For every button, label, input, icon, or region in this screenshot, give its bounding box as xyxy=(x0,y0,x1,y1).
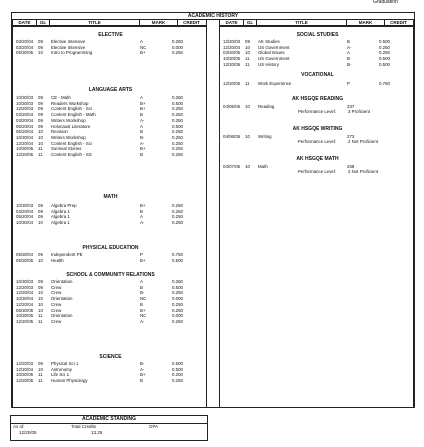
course-date: 10/30/04 xyxy=(16,220,34,226)
section-heading: ELECTIVE xyxy=(98,32,123,38)
course-gl: 10 xyxy=(245,44,250,50)
course-mark: A- xyxy=(347,44,352,50)
course-title: CE - Math xyxy=(51,95,71,100)
performance-level-value: 2 Not Proficient xyxy=(348,139,379,144)
section-heading: AK HSGQE WRITING xyxy=(292,126,343,132)
header-title: TITLE xyxy=(257,20,347,25)
header-mark: MARK xyxy=(140,20,178,25)
course-credit: 0.250 xyxy=(172,214,183,220)
course-credit: 0.250 xyxy=(172,146,183,152)
course-title: Survival Stories xyxy=(51,146,82,152)
section-heading: AK HSGQE MATH xyxy=(296,156,339,162)
left-course-column xyxy=(12,26,207,408)
course-mark: P xyxy=(347,81,350,86)
course-gl: 10 xyxy=(38,366,43,372)
course-title: Crew xyxy=(51,284,62,290)
course-gl: 10 xyxy=(38,140,43,146)
course-mark: NC xyxy=(140,44,147,50)
course-date: 03/20/04 xyxy=(16,117,34,123)
course-gl: 09 xyxy=(38,279,43,284)
course-row xyxy=(223,39,411,44)
section-heading: VOCATIONAL xyxy=(301,72,334,78)
course-title: Crew xyxy=(51,307,62,313)
course-credit: 0.250 xyxy=(172,203,183,208)
course-credit: 0.250 xyxy=(172,307,183,313)
section-heading: AK HSGQE READING xyxy=(291,96,344,102)
course-row xyxy=(16,124,204,129)
section-heading: PHYSICAL EDUCATION xyxy=(82,245,139,251)
header-credit: CREDIT xyxy=(390,20,407,25)
course-title: Holocaust Literature xyxy=(51,123,91,129)
course-title: Elective Intensive xyxy=(51,44,86,50)
course-gl: 09 xyxy=(38,123,43,129)
course-title: Writers Workshop xyxy=(51,134,86,140)
course-credit: 0.250 xyxy=(172,372,183,378)
course-mark: B xyxy=(140,301,143,307)
course-title: Orientation xyxy=(51,296,73,302)
performance-level-label: Performance Level: xyxy=(298,139,337,144)
course-credit: 0.500 xyxy=(379,61,390,67)
course-row xyxy=(223,81,411,86)
course-date: 12/20/05 xyxy=(223,61,241,67)
course-mark: A xyxy=(140,39,143,44)
course-gl: 09 xyxy=(38,252,43,257)
course-date: 12/20/03 xyxy=(16,284,34,290)
course-credit: 0.500 xyxy=(379,39,390,44)
course-date: 12/20/04 xyxy=(16,301,34,307)
course-date: 10/30/05 xyxy=(16,372,34,378)
course-credit: 0.250 xyxy=(172,134,183,140)
course-credit: 0.250 xyxy=(172,117,183,123)
total-credits-label: Total Credits xyxy=(71,424,97,429)
course-row xyxy=(16,141,204,146)
course-date: 05/20/04 xyxy=(16,129,34,135)
course-row xyxy=(16,152,204,157)
course-title: Algebra 1 xyxy=(51,208,70,214)
course-row xyxy=(16,112,204,117)
course-gl: 11 xyxy=(38,372,43,378)
course-mark: NC xyxy=(140,313,147,319)
course-credit: 0.250 xyxy=(172,152,183,157)
course-title: Algebra 1 xyxy=(51,220,70,226)
course-mark: B+ xyxy=(140,50,146,56)
course-title: US History xyxy=(258,61,279,67)
course-credit: 0.250 xyxy=(172,378,183,384)
right-column-header xyxy=(219,19,414,26)
course-date: 03/20/04 xyxy=(16,39,34,44)
course-title: Orientation xyxy=(51,313,73,319)
course-row xyxy=(16,302,204,307)
performance-level-value: 3 Proficient xyxy=(348,109,370,114)
course-date: 05/30/05 xyxy=(16,307,34,313)
course-mark: B xyxy=(140,284,143,290)
course-title: Algebra 1 xyxy=(51,214,70,220)
course-row xyxy=(16,258,204,263)
course-credit: 0.500 xyxy=(172,361,183,366)
course-credit: 0.250 xyxy=(172,140,183,146)
test-gl: 10 xyxy=(245,104,250,109)
course-date: 05/20/04 xyxy=(16,214,34,220)
course-row xyxy=(16,308,204,313)
gpa-label: GPA xyxy=(149,424,159,429)
course-credit: 0.250 xyxy=(172,290,183,296)
test-title: Writing xyxy=(258,134,272,139)
course-row xyxy=(16,203,204,208)
as-of-label: As of: xyxy=(13,424,25,429)
course-row xyxy=(16,319,204,324)
course-gl: 11 xyxy=(245,56,250,62)
course-date: 12/20/05 xyxy=(223,81,241,86)
course-row xyxy=(16,285,204,290)
test-gl: 10 xyxy=(245,134,250,139)
course-row xyxy=(16,378,204,383)
course-credit: 0.250 xyxy=(172,301,183,307)
course-credit: 0.250 xyxy=(172,106,183,112)
course-title: Crew xyxy=(51,301,62,307)
course-mark: B+ xyxy=(140,100,146,106)
course-row xyxy=(223,56,411,61)
header-gl: GL xyxy=(244,20,257,25)
course-credit: 0.250 xyxy=(172,318,183,324)
course-gl: 09 xyxy=(38,112,43,118)
header-credit: CREDIT xyxy=(183,20,200,25)
course-gl: 11 xyxy=(38,318,43,324)
course-row xyxy=(16,279,204,284)
course-row xyxy=(16,95,204,100)
course-gl: 09 xyxy=(38,361,43,366)
course-date: 10/30/03 xyxy=(16,95,34,100)
header-date: DATE xyxy=(220,20,244,25)
course-title: Astronomy xyxy=(51,366,72,372)
course-row xyxy=(16,50,204,55)
course-credit: 0.500 xyxy=(172,257,183,263)
graduation-label: Graduation xyxy=(373,0,398,5)
course-credit: 0.250 xyxy=(172,129,183,135)
course-date: 03/20/04 xyxy=(16,208,34,214)
course-mark: B+ xyxy=(140,257,146,263)
course-date: 10/30/05 xyxy=(223,56,241,62)
course-date: 12/20/04 xyxy=(223,44,241,50)
course-mark: A- xyxy=(140,220,145,226)
academic-standing-box xyxy=(10,415,208,441)
course-title: Content English - Math xyxy=(51,112,96,118)
performance-level-label: Performance Level: xyxy=(298,169,337,174)
course-gl: 10 xyxy=(38,134,43,140)
course-date: 12/20/05 xyxy=(16,318,34,324)
performance-level-label: Performance Level: xyxy=(298,109,337,114)
course-mark: B xyxy=(140,112,143,118)
test-score: 258 xyxy=(347,164,355,169)
course-credit: 0.500 xyxy=(172,366,183,372)
course-gl: 09 xyxy=(38,203,43,208)
course-credit: 0.750 xyxy=(172,252,183,257)
course-title: Crew xyxy=(51,290,62,296)
course-gl: 09 xyxy=(38,100,43,106)
test-title: Math xyxy=(258,164,268,169)
course-mark: B+ xyxy=(140,106,146,112)
course-row xyxy=(16,290,204,295)
course-date: 12/20/04 xyxy=(16,366,34,372)
test-score: 273 xyxy=(347,134,355,139)
course-row xyxy=(16,129,204,134)
course-date: 12/20/03 xyxy=(16,361,34,366)
course-mark: A- xyxy=(140,318,145,324)
course-title: Crew xyxy=(51,318,62,324)
course-date: 12/20/04 xyxy=(16,290,34,296)
academic-history-title: ACADEMIC HISTORY xyxy=(12,13,414,20)
academic-standing-title: ACADEMIC STANDING xyxy=(11,416,207,424)
course-credit: 0.250 xyxy=(172,220,183,226)
course-title: US Government xyxy=(258,44,290,50)
course-credit: 0.000 xyxy=(172,313,183,319)
course-title: Content English - Sci xyxy=(51,106,92,112)
course-date: 10/30/03 xyxy=(16,279,34,284)
course-mark: A xyxy=(347,50,350,56)
course-date: 10/30/03 xyxy=(16,100,34,106)
course-credit: 0.250 xyxy=(172,112,183,118)
course-date: 03/20/04 xyxy=(16,112,34,118)
course-mark: B- xyxy=(140,361,145,366)
course-title: Readers Workshop xyxy=(51,100,89,106)
course-gl: 10 xyxy=(38,296,43,302)
course-mark: A xyxy=(140,123,143,129)
section-heading: SCIENCE xyxy=(99,354,122,360)
course-credit: 0.750 xyxy=(379,81,390,86)
course-gl: 09 xyxy=(38,284,43,290)
course-date: 10/30/05 xyxy=(16,313,34,319)
total-credits-value: 13.25 xyxy=(91,430,103,435)
course-mark: A xyxy=(140,279,143,284)
course-title: Revision xyxy=(51,129,68,135)
course-row xyxy=(16,296,204,301)
academic-history-box xyxy=(11,12,415,408)
course-credit: 0.250 xyxy=(172,208,183,214)
course-gl: 11 xyxy=(38,313,43,319)
course-row xyxy=(16,101,204,106)
course-row xyxy=(223,45,411,50)
course-gl: 09 xyxy=(38,208,43,214)
course-title: AK Studies xyxy=(258,39,280,44)
course-gl: 10 xyxy=(38,257,43,263)
course-row xyxy=(16,372,204,377)
course-mark: NC xyxy=(140,296,147,302)
course-title: Health xyxy=(51,257,64,263)
section-heading: SCHOOL & COMMUNITY RELATIONS xyxy=(66,272,155,278)
course-date: 10/30/05 xyxy=(16,146,34,152)
course-title: Content English - Sci xyxy=(51,140,92,146)
course-mark: A- xyxy=(140,366,145,372)
course-date: 12/20/03 xyxy=(16,106,34,112)
as-of-date: 12/20/05 xyxy=(19,430,37,435)
course-credit: 0.000 xyxy=(172,44,183,50)
course-date: 03/20/04 xyxy=(16,44,34,50)
section-heading: SOCIAL STUDIES xyxy=(296,32,339,38)
course-credit: 0.500 xyxy=(172,100,183,106)
course-mark: B+ xyxy=(140,372,146,378)
course-row xyxy=(16,361,204,366)
course-gl: 10 xyxy=(245,50,250,56)
course-mark: B xyxy=(140,129,143,135)
course-title: Work Experience xyxy=(258,81,292,86)
course-gl: 11 xyxy=(245,81,250,86)
course-credit: 0.250 xyxy=(172,95,183,100)
course-mark: B xyxy=(347,56,350,62)
course-gl: 10 xyxy=(38,307,43,313)
course-title: US Government xyxy=(258,56,290,62)
test-gl: 10 xyxy=(245,164,250,169)
header-gl: GL xyxy=(37,20,50,25)
course-date: 12/20/04 xyxy=(16,140,34,146)
performance-level-value: 2 Not Proficient xyxy=(348,169,379,174)
test-date: 04/06/05 xyxy=(223,134,241,139)
course-credit: 0.250 xyxy=(379,50,390,56)
course-mark: P xyxy=(140,252,143,257)
course-row xyxy=(16,313,204,318)
course-date: 05/30/05 xyxy=(16,257,34,263)
course-credit: 0.250 xyxy=(172,50,183,56)
course-gl: 10 xyxy=(38,129,43,135)
course-mark: B- xyxy=(140,134,145,140)
section-heading: LANGUAGE ARTS xyxy=(88,87,133,93)
course-gl: 09 xyxy=(38,39,43,44)
course-row xyxy=(16,135,204,140)
course-row xyxy=(16,118,204,123)
course-row xyxy=(16,39,204,44)
course-title: Intro to Programming xyxy=(51,50,93,56)
course-date: 12/20/05 xyxy=(16,152,34,157)
course-gl: 09 xyxy=(38,214,43,220)
course-credit: 0.000 xyxy=(172,296,183,302)
test-score: 337 xyxy=(347,104,355,109)
course-title: Physical Sci 1 xyxy=(51,361,79,366)
course-row xyxy=(223,50,411,55)
course-date: 03/20/05 xyxy=(223,50,241,56)
course-gl: 09 xyxy=(38,106,43,112)
course-title: Content English - SS xyxy=(51,152,92,157)
course-credit: 0.500 xyxy=(172,123,183,129)
course-mark: A- xyxy=(140,117,145,123)
course-title: Life Sci 1 xyxy=(51,372,70,378)
course-date: 05/30/04 xyxy=(16,252,34,257)
test-title: Reading xyxy=(258,104,275,109)
course-credit: 0.500 xyxy=(379,56,390,62)
header-date: DATE xyxy=(13,20,37,25)
course-row xyxy=(16,252,204,257)
section-heading: MATH xyxy=(103,194,118,200)
course-gl: 10 xyxy=(38,290,43,296)
course-date: 12/20/03 xyxy=(223,39,241,44)
course-mark: B xyxy=(140,208,143,214)
course-date: 05/20/04 xyxy=(16,123,34,129)
course-credit: 0.250 xyxy=(379,44,390,50)
right-course-column xyxy=(219,26,414,408)
course-gl: 10 xyxy=(38,301,43,307)
course-row xyxy=(16,220,204,225)
course-gl: 09 xyxy=(38,117,43,123)
course-date: 10/30/03 xyxy=(16,203,34,208)
header-title: TITLE xyxy=(50,20,140,25)
course-title: Elective Intensive xyxy=(51,39,86,44)
test-date: 04/05/05 xyxy=(223,104,241,109)
course-credit: 0.250 xyxy=(172,39,183,44)
course-title: Writers Workshop xyxy=(51,117,86,123)
course-row xyxy=(223,62,411,67)
course-gl: 09 xyxy=(38,44,43,50)
course-mark: B xyxy=(140,378,143,384)
course-row xyxy=(16,214,204,219)
course-row xyxy=(16,45,204,50)
header-mark: MARK xyxy=(347,20,385,25)
course-mark: B+ xyxy=(140,146,146,152)
course-date: 12/20/05 xyxy=(16,378,34,384)
course-row xyxy=(16,106,204,111)
course-mark: B+ xyxy=(140,307,146,313)
course-row xyxy=(16,146,204,151)
course-mark: A- xyxy=(140,140,145,146)
course-gl: 09 xyxy=(245,39,250,44)
course-mark: B+ xyxy=(140,203,146,208)
course-mark: B xyxy=(347,39,350,44)
course-title: Algebra Prep xyxy=(51,203,77,208)
course-gl: 10 xyxy=(38,50,43,56)
course-date: 10/30/04 xyxy=(16,296,34,302)
course-gl: 11 xyxy=(38,378,43,384)
course-title: Orientation xyxy=(51,279,73,284)
course-mark: A xyxy=(140,214,143,220)
course-gl: 11 xyxy=(38,146,43,152)
course-gl: 11 xyxy=(245,61,250,67)
course-date: 10/30/04 xyxy=(16,134,34,140)
course-row xyxy=(16,367,204,372)
course-title: Global Issues xyxy=(258,50,285,56)
course-credit: 0.250 xyxy=(172,279,183,284)
course-gl: 11 xyxy=(38,152,43,157)
test-date: 04/07/05 xyxy=(223,164,241,169)
course-gl: 10 xyxy=(38,220,43,226)
course-row xyxy=(16,209,204,214)
course-mark: A xyxy=(140,95,143,100)
course-credit: 0.500 xyxy=(172,284,183,290)
course-gl: 09 xyxy=(38,95,43,100)
course-mark: B- xyxy=(140,290,145,296)
course-mark: B- xyxy=(347,61,352,67)
course-title: Human Physiology xyxy=(51,378,88,384)
left-column-header xyxy=(12,19,207,26)
course-title: Independent PE xyxy=(51,252,83,257)
course-date: 05/30/05 xyxy=(16,50,34,56)
course-mark: B xyxy=(140,152,143,157)
